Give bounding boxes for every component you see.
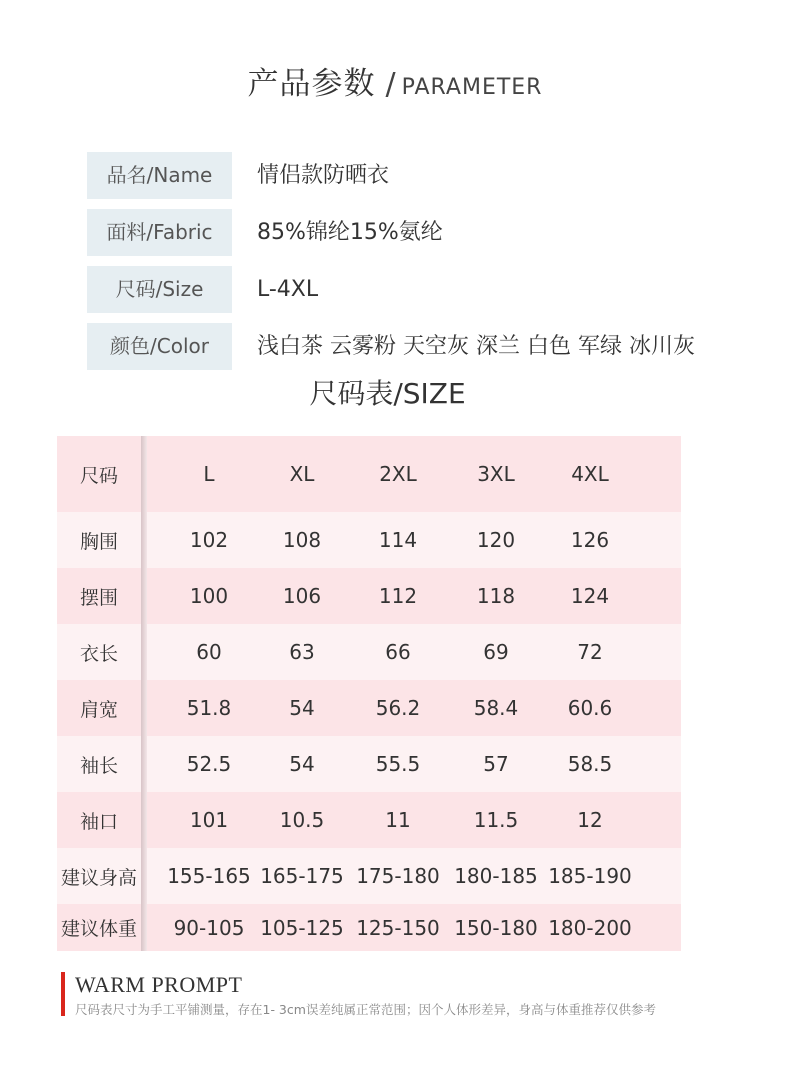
header-cell: XL (289, 462, 315, 486)
warm-prompt-text: 尺码表尺寸为手工平铺测量，存在1- 3cm误差纯属正常范围；因个人体形差异，身高与体重推荐仅供参考 (75, 1002, 656, 1017)
title-chinese: 产品参数 (247, 66, 376, 102)
table-cell: 60 (196, 640, 222, 664)
row-label: 建议身高 (60, 866, 137, 889)
table-cell: 10.5 (279, 808, 325, 832)
row-label: 胸围 (79, 530, 118, 553)
table-row (57, 624, 681, 680)
table-cell: 51.8 (186, 696, 232, 720)
header-cell: 2XL (379, 462, 417, 486)
table-cell: 180-185 (454, 864, 538, 888)
title-english: PARAMETER (401, 75, 543, 100)
header-cell: L (203, 462, 215, 486)
table-cell: 102 (189, 528, 229, 552)
table-cell: 66 (385, 640, 411, 664)
table-cell: 120 (476, 528, 516, 552)
table-cell: 72 (577, 640, 603, 664)
table-cell: 150-180 (454, 915, 538, 940)
table-row (57, 568, 681, 624)
row-label: 袖口 (79, 810, 118, 833)
param-value: 浅白茶 云雾粉 天空灰 深兰 白色 军绿 冰川灰 (257, 334, 695, 359)
table-row (57, 736, 681, 792)
table-row (57, 680, 681, 736)
param-label: 品名/Name (87, 152, 232, 199)
param-row-size (87, 266, 747, 313)
table-header-row (57, 436, 681, 512)
table-cell: 55.5 (375, 752, 421, 776)
param-label: 面料/Fabric (87, 209, 232, 256)
table-cell: 106 (282, 584, 322, 608)
warm-prompt-title: WARM PROMPT (75, 972, 243, 997)
table-cell: 105-125 (260, 915, 344, 940)
table-row (57, 512, 681, 568)
size-table-title: 尺码表/SIZE (309, 377, 466, 410)
table-cell: 63 (289, 640, 315, 664)
row-label: 建议体重 (60, 918, 137, 940)
title-slash: / (385, 67, 396, 102)
table-cell: 165-175 (260, 864, 344, 888)
table-cell: 112 (378, 584, 418, 608)
param-label: 颜色/Color (87, 323, 232, 370)
param-value: L-4XL (257, 277, 319, 302)
table-cell: 185-190 (548, 864, 632, 888)
table-row (57, 904, 681, 951)
table-row (57, 848, 681, 904)
table-cell: 58.4 (473, 696, 519, 720)
table-row (57, 792, 681, 848)
table-cell: 125-150 (356, 915, 440, 940)
table-cell: 90-105 (173, 915, 245, 940)
table-cell: 52.5 (186, 752, 232, 776)
page-title (0, 58, 790, 103)
table-cell: 58.5 (567, 752, 613, 776)
table-cell: 12 (577, 808, 603, 832)
table-cell: 60.6 (567, 696, 613, 720)
table-cell: 57 (483, 752, 509, 776)
table-cell: 100 (189, 584, 229, 608)
header-cell: 3XL (477, 462, 515, 486)
table-cell: 54 (289, 752, 315, 776)
table-cell: 114 (378, 528, 418, 552)
table-cell: 69 (483, 640, 509, 664)
param-row-color (87, 323, 747, 370)
row-label: 摆围 (79, 586, 118, 609)
table-cell: 11 (385, 808, 411, 832)
param-value: 85%锦纶15%氨纶 (257, 220, 443, 245)
table-cell: 180-200 (548, 915, 632, 940)
row-label: 衣长 (79, 642, 118, 665)
table-cell: 175-180 (356, 864, 440, 888)
header-cell: 尺码 (79, 464, 118, 487)
table-cell: 118 (476, 584, 516, 608)
param-label: 尺码/Size (87, 266, 232, 313)
header-cell: 4XL (571, 462, 609, 486)
param-row-name (87, 152, 747, 199)
table-cell: 124 (570, 584, 610, 608)
table-cell: 155-165 (167, 864, 251, 888)
warm-prompt-accent-bar (61, 972, 65, 1016)
table-cell: 126 (570, 528, 610, 552)
row-label: 袖长 (79, 754, 118, 777)
size-table (57, 436, 681, 951)
table-cell: 56.2 (375, 696, 421, 720)
table-cell: 101 (189, 808, 229, 832)
row-label: 肩宽 (79, 698, 118, 721)
table-cell: 108 (282, 528, 322, 552)
warm-prompt (61, 972, 761, 1022)
table-column-divider (141, 436, 147, 951)
table-cell: 54 (289, 696, 315, 720)
param-value: 情侣款防晒衣 (257, 163, 390, 188)
param-row-fabric (87, 209, 747, 256)
table-cell: 11.5 (473, 808, 519, 832)
